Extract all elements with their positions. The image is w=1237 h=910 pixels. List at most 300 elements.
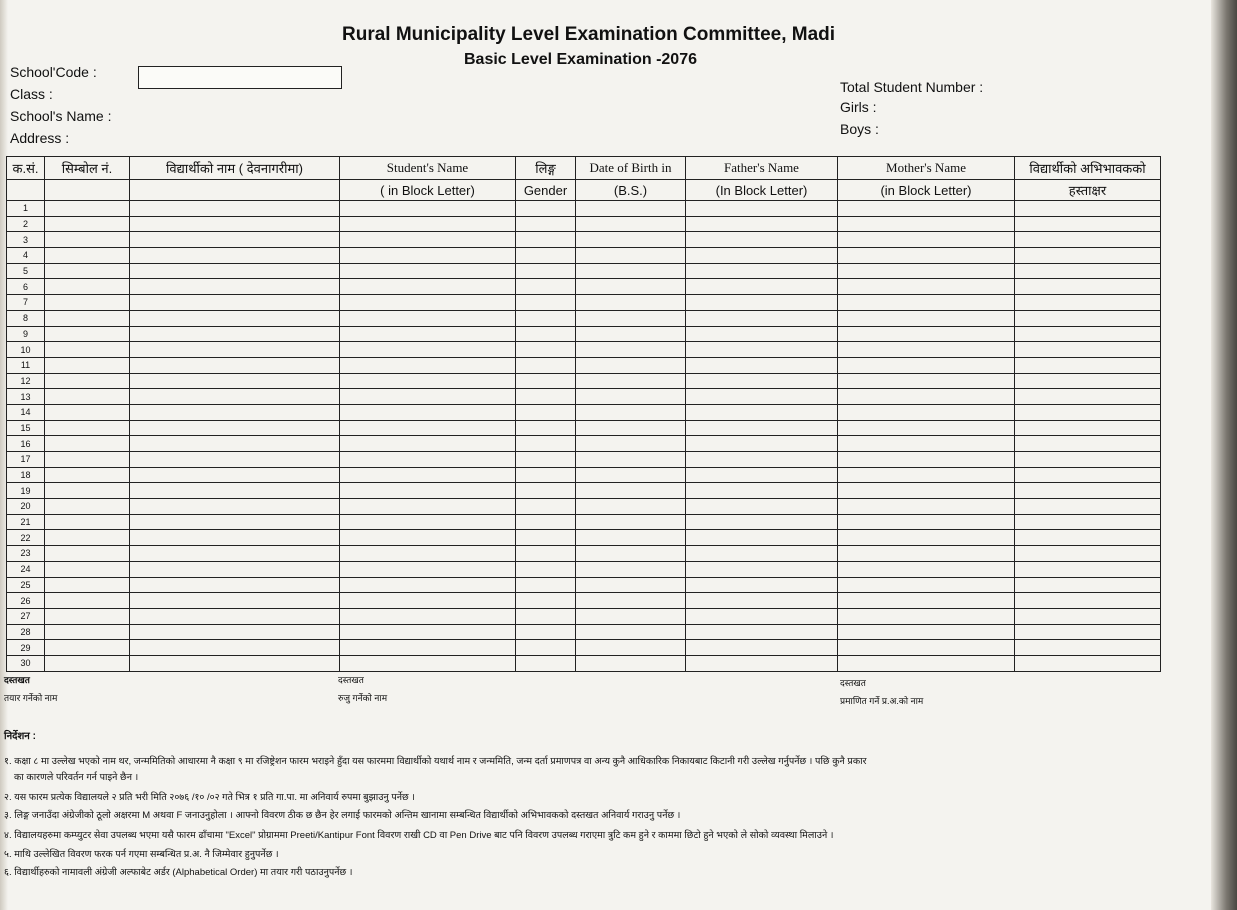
table-cell[interactable] — [686, 357, 838, 373]
table-cell[interactable] — [130, 232, 340, 248]
table-cell[interactable] — [45, 561, 130, 577]
table-cell[interactable] — [576, 561, 686, 577]
table-cell[interactable] — [838, 561, 1015, 577]
table-cell[interactable] — [686, 467, 838, 483]
row-serial-number: 28 — [7, 624, 45, 640]
table-row — [7, 577, 1161, 593]
table-cell[interactable] — [516, 216, 576, 232]
table-cell[interactable] — [838, 310, 1015, 326]
table-row — [7, 373, 1161, 389]
table-cell[interactable] — [516, 248, 576, 264]
table-cell[interactable] — [516, 483, 576, 499]
table-cell[interactable] — [576, 263, 686, 279]
table-cell[interactable] — [340, 593, 516, 609]
table-cell[interactable] — [576, 326, 686, 342]
table-cell[interactable] — [130, 655, 340, 671]
table-cell[interactable] — [130, 561, 340, 577]
table-cell[interactable] — [686, 216, 838, 232]
table-cell[interactable] — [130, 577, 340, 593]
table-cell[interactable] — [1015, 216, 1161, 232]
school-name-label: School's Name : — [10, 108, 112, 124]
row-serial-number: 27 — [7, 608, 45, 624]
table-cell[interactable] — [686, 640, 838, 656]
table-cell[interactable] — [1015, 420, 1161, 436]
table-cell[interactable] — [838, 420, 1015, 436]
table-cell[interactable] — [1015, 248, 1161, 264]
table-cell[interactable] — [130, 483, 340, 499]
table-cell[interactable] — [1015, 342, 1161, 358]
table-cell[interactable] — [838, 655, 1015, 671]
table-cell[interactable] — [838, 295, 1015, 311]
table-cell[interactable] — [576, 624, 686, 640]
table-cell[interactable] — [1015, 232, 1161, 248]
table-cell[interactable] — [576, 357, 686, 373]
checked-by-name: रुजु गर्नेको नाम — [338, 693, 388, 703]
table-cell[interactable] — [45, 263, 130, 279]
table-cell[interactable] — [686, 624, 838, 640]
table-cell[interactable] — [576, 577, 686, 593]
table-cell[interactable] — [516, 357, 576, 373]
table-cell[interactable] — [45, 655, 130, 671]
school-code-label: School'Code : — [10, 64, 97, 80]
table-cell[interactable] — [340, 342, 516, 358]
table-row — [7, 655, 1161, 671]
table-cell[interactable] — [45, 326, 130, 342]
table-cell[interactable] — [45, 467, 130, 483]
row-serial-number: 22 — [7, 530, 45, 546]
table-cell[interactable] — [838, 546, 1015, 562]
table-cell[interactable] — [130, 420, 340, 436]
table-cell[interactable] — [45, 640, 130, 656]
table-cell[interactable] — [838, 357, 1015, 373]
table-cell[interactable] — [340, 232, 516, 248]
table-cell[interactable] — [838, 624, 1015, 640]
table-cell[interactable] — [130, 404, 340, 420]
table-cell[interactable] — [340, 467, 516, 483]
table-cell[interactable] — [838, 216, 1015, 232]
table-cell[interactable] — [576, 404, 686, 420]
table-cell[interactable] — [130, 593, 340, 609]
table-cell[interactable] — [340, 577, 516, 593]
table-cell[interactable] — [838, 436, 1015, 452]
girls-label: Girls : — [840, 99, 877, 115]
table-cell[interactable] — [340, 216, 516, 232]
table-cell[interactable] — [838, 608, 1015, 624]
col-symbol-subheader — [45, 180, 130, 201]
col-mother-name-subheader: (in Block Letter) — [838, 180, 1015, 201]
table-cell[interactable] — [130, 530, 340, 546]
table-cell[interactable] — [1015, 373, 1161, 389]
col-guardian-sign-header: विद्यार्थीको अभिभावकको — [1015, 157, 1161, 180]
table-cell[interactable] — [838, 373, 1015, 389]
table-cell[interactable] — [45, 295, 130, 311]
table-cell[interactable] — [45, 530, 130, 546]
table-cell[interactable] — [516, 640, 576, 656]
table-cell[interactable] — [130, 342, 340, 358]
table-cell[interactable] — [1015, 608, 1161, 624]
table-cell[interactable] — [340, 357, 516, 373]
table-cell[interactable] — [516, 499, 576, 515]
paper-edge-right — [1211, 0, 1237, 910]
table-cell[interactable] — [686, 499, 838, 515]
certified-by-sign: दस्तखत — [840, 678, 866, 688]
prepared-by-sign: दस्तखत — [4, 675, 30, 685]
table-cell[interactable] — [686, 263, 838, 279]
table-cell[interactable] — [686, 389, 838, 405]
table-cell[interactable] — [516, 608, 576, 624]
table-cell[interactable] — [340, 295, 516, 311]
table-cell[interactable] — [1015, 263, 1161, 279]
table-cell[interactable] — [516, 326, 576, 342]
table-cell[interactable] — [130, 436, 340, 452]
table-cell[interactable] — [516, 624, 576, 640]
table-cell[interactable] — [340, 499, 516, 515]
table-cell[interactable] — [1015, 483, 1161, 499]
instruction-line: ४. विद्यालयहरुमा कम्प्युटर सेवा उपलब्ध भएमा यसै फारम ढाँचामा "Excel" प्रोग्राममा Preeti/Kantipur Font विवरण राखी CD वा Pen Drive बाट पनि विवरण उपलब्ध गराएमा त्रुटि कम हुने र काममा छिटो हुने भएको ले सोको व्यवस्था मिलाउने । — [4, 830, 834, 841]
table-cell[interactable] — [1015, 577, 1161, 593]
table-cell[interactable] — [516, 593, 576, 609]
table-cell[interactable] — [130, 357, 340, 373]
table-cell[interactable] — [686, 326, 838, 342]
table-row — [7, 263, 1161, 279]
table-row — [7, 357, 1161, 373]
table-cell[interactable] — [516, 263, 576, 279]
table-cell[interactable] — [576, 436, 686, 452]
table-cell[interactable] — [686, 577, 838, 593]
table-cell[interactable] — [130, 216, 340, 232]
table-cell[interactable] — [1015, 499, 1161, 515]
instruction-line: ३. लिङ्ग जनाउँदा अंग्रेजीको ठूलो अक्षरमा M अथवा F जनाउनुहोला । आफ्नो विवरण ठीक छ छैन हेर लगाई फारमको अन्तिम खानामा सम्बन्धित विद्यार्थीको अभिभावकको दस्तखत अनिवार्य गराउनु पर्नेछ । — [4, 810, 681, 821]
col-serial-header: क.सं. — [7, 157, 45, 180]
table-cell[interactable] — [1015, 295, 1161, 311]
table-cell[interactable] — [576, 279, 686, 295]
table-cell[interactable] — [340, 452, 516, 468]
table-cell[interactable] — [576, 467, 686, 483]
table-row — [7, 420, 1161, 436]
table-cell[interactable] — [516, 467, 576, 483]
table-cell[interactable] — [1015, 514, 1161, 530]
table-cell[interactable] — [838, 577, 1015, 593]
table-cell[interactable] — [1015, 561, 1161, 577]
table-cell[interactable] — [686, 436, 838, 452]
school-code-field[interactable] — [138, 66, 342, 89]
row-serial-number: 6 — [7, 279, 45, 295]
table-cell[interactable] — [340, 310, 516, 326]
table-cell[interactable] — [130, 295, 340, 311]
table-cell[interactable] — [686, 279, 838, 295]
row-serial-number: 19 — [7, 483, 45, 499]
col-serial-subheader — [7, 180, 45, 201]
table-cell[interactable] — [686, 514, 838, 530]
table-cell[interactable] — [576, 295, 686, 311]
table-cell[interactable] — [130, 467, 340, 483]
table-cell[interactable] — [340, 389, 516, 405]
table-cell[interactable] — [45, 436, 130, 452]
table-cell[interactable] — [130, 201, 340, 217]
table-cell[interactable] — [838, 640, 1015, 656]
table-row — [7, 248, 1161, 264]
table-cell[interactable] — [45, 357, 130, 373]
row-serial-number: 5 — [7, 263, 45, 279]
table-cell[interactable] — [340, 655, 516, 671]
table-row — [7, 389, 1161, 405]
table-cell[interactable] — [576, 530, 686, 546]
table-row — [7, 546, 1161, 562]
row-serial-number: 11 — [7, 357, 45, 373]
table-cell[interactable] — [686, 248, 838, 264]
table-cell[interactable] — [45, 593, 130, 609]
table-cell[interactable] — [1015, 279, 1161, 295]
table-cell[interactable] — [45, 389, 130, 405]
table-cell[interactable] — [340, 373, 516, 389]
table-cell[interactable] — [45, 373, 130, 389]
table-cell[interactable] — [130, 546, 340, 562]
table-cell[interactable] — [576, 248, 686, 264]
table-cell[interactable] — [45, 452, 130, 468]
table-cell[interactable] — [686, 655, 838, 671]
table-cell[interactable] — [45, 404, 130, 420]
table-cell[interactable] — [340, 624, 516, 640]
row-serial-number: 13 — [7, 389, 45, 405]
table-cell[interactable] — [340, 201, 516, 217]
table-cell[interactable] — [45, 201, 130, 217]
table-cell[interactable] — [1015, 201, 1161, 217]
table-cell[interactable] — [45, 483, 130, 499]
table-cell[interactable] — [838, 389, 1015, 405]
table-cell[interactable] — [686, 404, 838, 420]
table-cell[interactable] — [516, 655, 576, 671]
table-cell[interactable] — [516, 201, 576, 217]
table-cell[interactable] — [516, 404, 576, 420]
table-cell[interactable] — [576, 499, 686, 515]
table-cell[interactable] — [340, 514, 516, 530]
table-row — [7, 216, 1161, 232]
table-cell[interactable] — [576, 483, 686, 499]
table-cell[interactable] — [45, 216, 130, 232]
table-cell[interactable] — [1015, 546, 1161, 562]
table-cell[interactable] — [130, 279, 340, 295]
row-serial-number: 30 — [7, 655, 45, 671]
table-cell[interactable] — [130, 248, 340, 264]
table-cell[interactable] — [838, 452, 1015, 468]
table-cell[interactable] — [576, 420, 686, 436]
col-father-name-header: Father's Name — [686, 157, 838, 180]
table-cell[interactable] — [686, 561, 838, 577]
table-row — [7, 452, 1161, 468]
table-cell[interactable] — [130, 263, 340, 279]
table-cell[interactable] — [576, 373, 686, 389]
table-cell[interactable] — [838, 499, 1015, 515]
row-serial-number: 3 — [7, 232, 45, 248]
table-cell[interactable] — [340, 530, 516, 546]
table-cell[interactable] — [576, 514, 686, 530]
table-cell[interactable] — [576, 593, 686, 609]
table-cell[interactable] — [838, 232, 1015, 248]
table-cell[interactable] — [1015, 452, 1161, 468]
table-cell[interactable] — [686, 483, 838, 499]
table-cell[interactable] — [340, 248, 516, 264]
table-cell[interactable] — [516, 373, 576, 389]
table-cell[interactable] — [516, 436, 576, 452]
table-row — [7, 342, 1161, 358]
table-cell[interactable] — [516, 295, 576, 311]
col-gender-subheader: Gender — [516, 180, 576, 201]
table-cell[interactable] — [1015, 655, 1161, 671]
table-cell[interactable] — [838, 483, 1015, 499]
table-cell[interactable] — [576, 452, 686, 468]
table-cell[interactable] — [45, 577, 130, 593]
table-cell[interactable] — [576, 389, 686, 405]
col-student-name-header: Student's Name — [340, 157, 516, 180]
table-cell[interactable] — [340, 640, 516, 656]
table-cell[interactable] — [130, 640, 340, 656]
table-cell[interactable] — [130, 499, 340, 515]
header-row-bottom — [7, 180, 1161, 201]
table-cell[interactable] — [686, 452, 838, 468]
table-cell[interactable] — [838, 514, 1015, 530]
col-dob-subheader: (B.S.) — [576, 180, 686, 201]
table-cell[interactable] — [45, 608, 130, 624]
document-title: Rural Municipality Level Examination Committee, Madi — [342, 24, 836, 45]
table-cell[interactable] — [686, 593, 838, 609]
table-cell[interactable] — [516, 389, 576, 405]
table-cell[interactable] — [1015, 467, 1161, 483]
table-cell[interactable] — [340, 420, 516, 436]
table-cell[interactable] — [130, 608, 340, 624]
table-cell[interactable] — [1015, 530, 1161, 546]
row-serial-number: 12 — [7, 373, 45, 389]
table-cell[interactable] — [45, 279, 130, 295]
table-cell[interactable] — [686, 295, 838, 311]
table-cell[interactable] — [340, 561, 516, 577]
row-serial-number: 16 — [7, 436, 45, 452]
table-cell[interactable] — [130, 326, 340, 342]
table-cell[interactable] — [576, 655, 686, 671]
table-cell[interactable] — [1015, 357, 1161, 373]
table-cell[interactable] — [45, 248, 130, 264]
table-cell[interactable] — [838, 263, 1015, 279]
table-cell[interactable] — [1015, 436, 1161, 452]
instructions-title: निर्देशन : — [4, 731, 36, 742]
table-cell[interactable] — [516, 279, 576, 295]
table-cell[interactable] — [576, 232, 686, 248]
table-cell[interactable] — [130, 389, 340, 405]
table-cell[interactable] — [516, 452, 576, 468]
table-cell[interactable] — [516, 530, 576, 546]
table-cell[interactable] — [1015, 389, 1161, 405]
table-cell[interactable] — [340, 436, 516, 452]
table-cell[interactable] — [576, 546, 686, 562]
table-cell[interactable] — [1015, 310, 1161, 326]
table-cell[interactable] — [516, 577, 576, 593]
table-cell[interactable] — [340, 263, 516, 279]
table-cell[interactable] — [576, 342, 686, 358]
table-row — [7, 624, 1161, 640]
table-cell[interactable] — [516, 310, 576, 326]
table-cell[interactable] — [340, 326, 516, 342]
table-cell[interactable] — [45, 499, 130, 515]
row-serial-number: 29 — [7, 640, 45, 656]
table-cell[interactable] — [45, 624, 130, 640]
table-cell[interactable] — [340, 608, 516, 624]
table-cell[interactable] — [838, 593, 1015, 609]
table-cell[interactable] — [838, 201, 1015, 217]
table-cell[interactable] — [686, 420, 838, 436]
col-devanagari-name-header: विद्यार्थीको नाम ( देवनागरीमा) — [130, 157, 340, 180]
table-cell[interactable] — [516, 342, 576, 358]
table-cell[interactable] — [130, 310, 340, 326]
table-cell[interactable] — [516, 561, 576, 577]
table-cell[interactable] — [130, 373, 340, 389]
table-body — [7, 201, 1161, 672]
table-cell[interactable] — [686, 530, 838, 546]
table-cell[interactable] — [516, 232, 576, 248]
table-cell[interactable] — [576, 201, 686, 217]
row-serial-number: 18 — [7, 467, 45, 483]
table-cell[interactable] — [1015, 404, 1161, 420]
table-cell[interactable] — [45, 546, 130, 562]
table-row — [7, 310, 1161, 326]
table-row — [7, 201, 1161, 217]
table-cell[interactable] — [340, 546, 516, 562]
table-cell[interactable] — [576, 310, 686, 326]
address-label: Address : — [10, 130, 70, 146]
certified-by-name: प्रमाणित गर्ने प्र.अ.को नाम — [840, 696, 924, 706]
table-cell[interactable] — [838, 467, 1015, 483]
table-cell[interactable] — [45, 514, 130, 530]
table-cell[interactable] — [686, 232, 838, 248]
table-cell[interactable] — [686, 546, 838, 562]
table-cell[interactable] — [838, 530, 1015, 546]
table-cell[interactable] — [838, 404, 1015, 420]
table-cell[interactable] — [686, 310, 838, 326]
table-cell[interactable] — [516, 420, 576, 436]
table-cell[interactable] — [1015, 326, 1161, 342]
row-serial-number: 4 — [7, 248, 45, 264]
table-cell[interactable] — [130, 624, 340, 640]
table-cell[interactable] — [576, 640, 686, 656]
table-cell[interactable] — [1015, 593, 1161, 609]
table-cell[interactable] — [576, 608, 686, 624]
table-cell[interactable] — [45, 232, 130, 248]
table-cell[interactable] — [130, 452, 340, 468]
table-cell[interactable] — [340, 404, 516, 420]
table-cell[interactable] — [340, 483, 516, 499]
table-cell[interactable] — [130, 514, 340, 530]
table-cell[interactable] — [838, 326, 1015, 342]
table-cell[interactable] — [686, 342, 838, 358]
table-cell[interactable] — [516, 546, 576, 562]
table-cell[interactable] — [686, 201, 838, 217]
col-gender-header: लिङ्ग — [516, 157, 576, 180]
row-serial-number: 2 — [7, 216, 45, 232]
table-cell[interactable] — [1015, 624, 1161, 640]
table-cell[interactable] — [838, 248, 1015, 264]
table-cell[interactable] — [45, 342, 130, 358]
table-cell[interactable] — [686, 608, 838, 624]
table-cell[interactable] — [45, 310, 130, 326]
table-cell[interactable] — [45, 420, 130, 436]
table-cell[interactable] — [686, 373, 838, 389]
table-cell[interactable] — [516, 514, 576, 530]
instruction-line: ६. विद्यार्थीहरुको नामावली अंग्रेजी अल्फाबेट अर्डर (Alphabetical Order) मा तयार गरी पठाउनुपर्नेछ । — [4, 867, 353, 878]
table-cell[interactable] — [1015, 640, 1161, 656]
table-cell[interactable] — [838, 279, 1015, 295]
table-cell[interactable] — [340, 279, 516, 295]
total-students-label: Total Student Number : — [840, 79, 984, 95]
table-cell[interactable] — [838, 342, 1015, 358]
table-cell[interactable] — [576, 216, 686, 232]
